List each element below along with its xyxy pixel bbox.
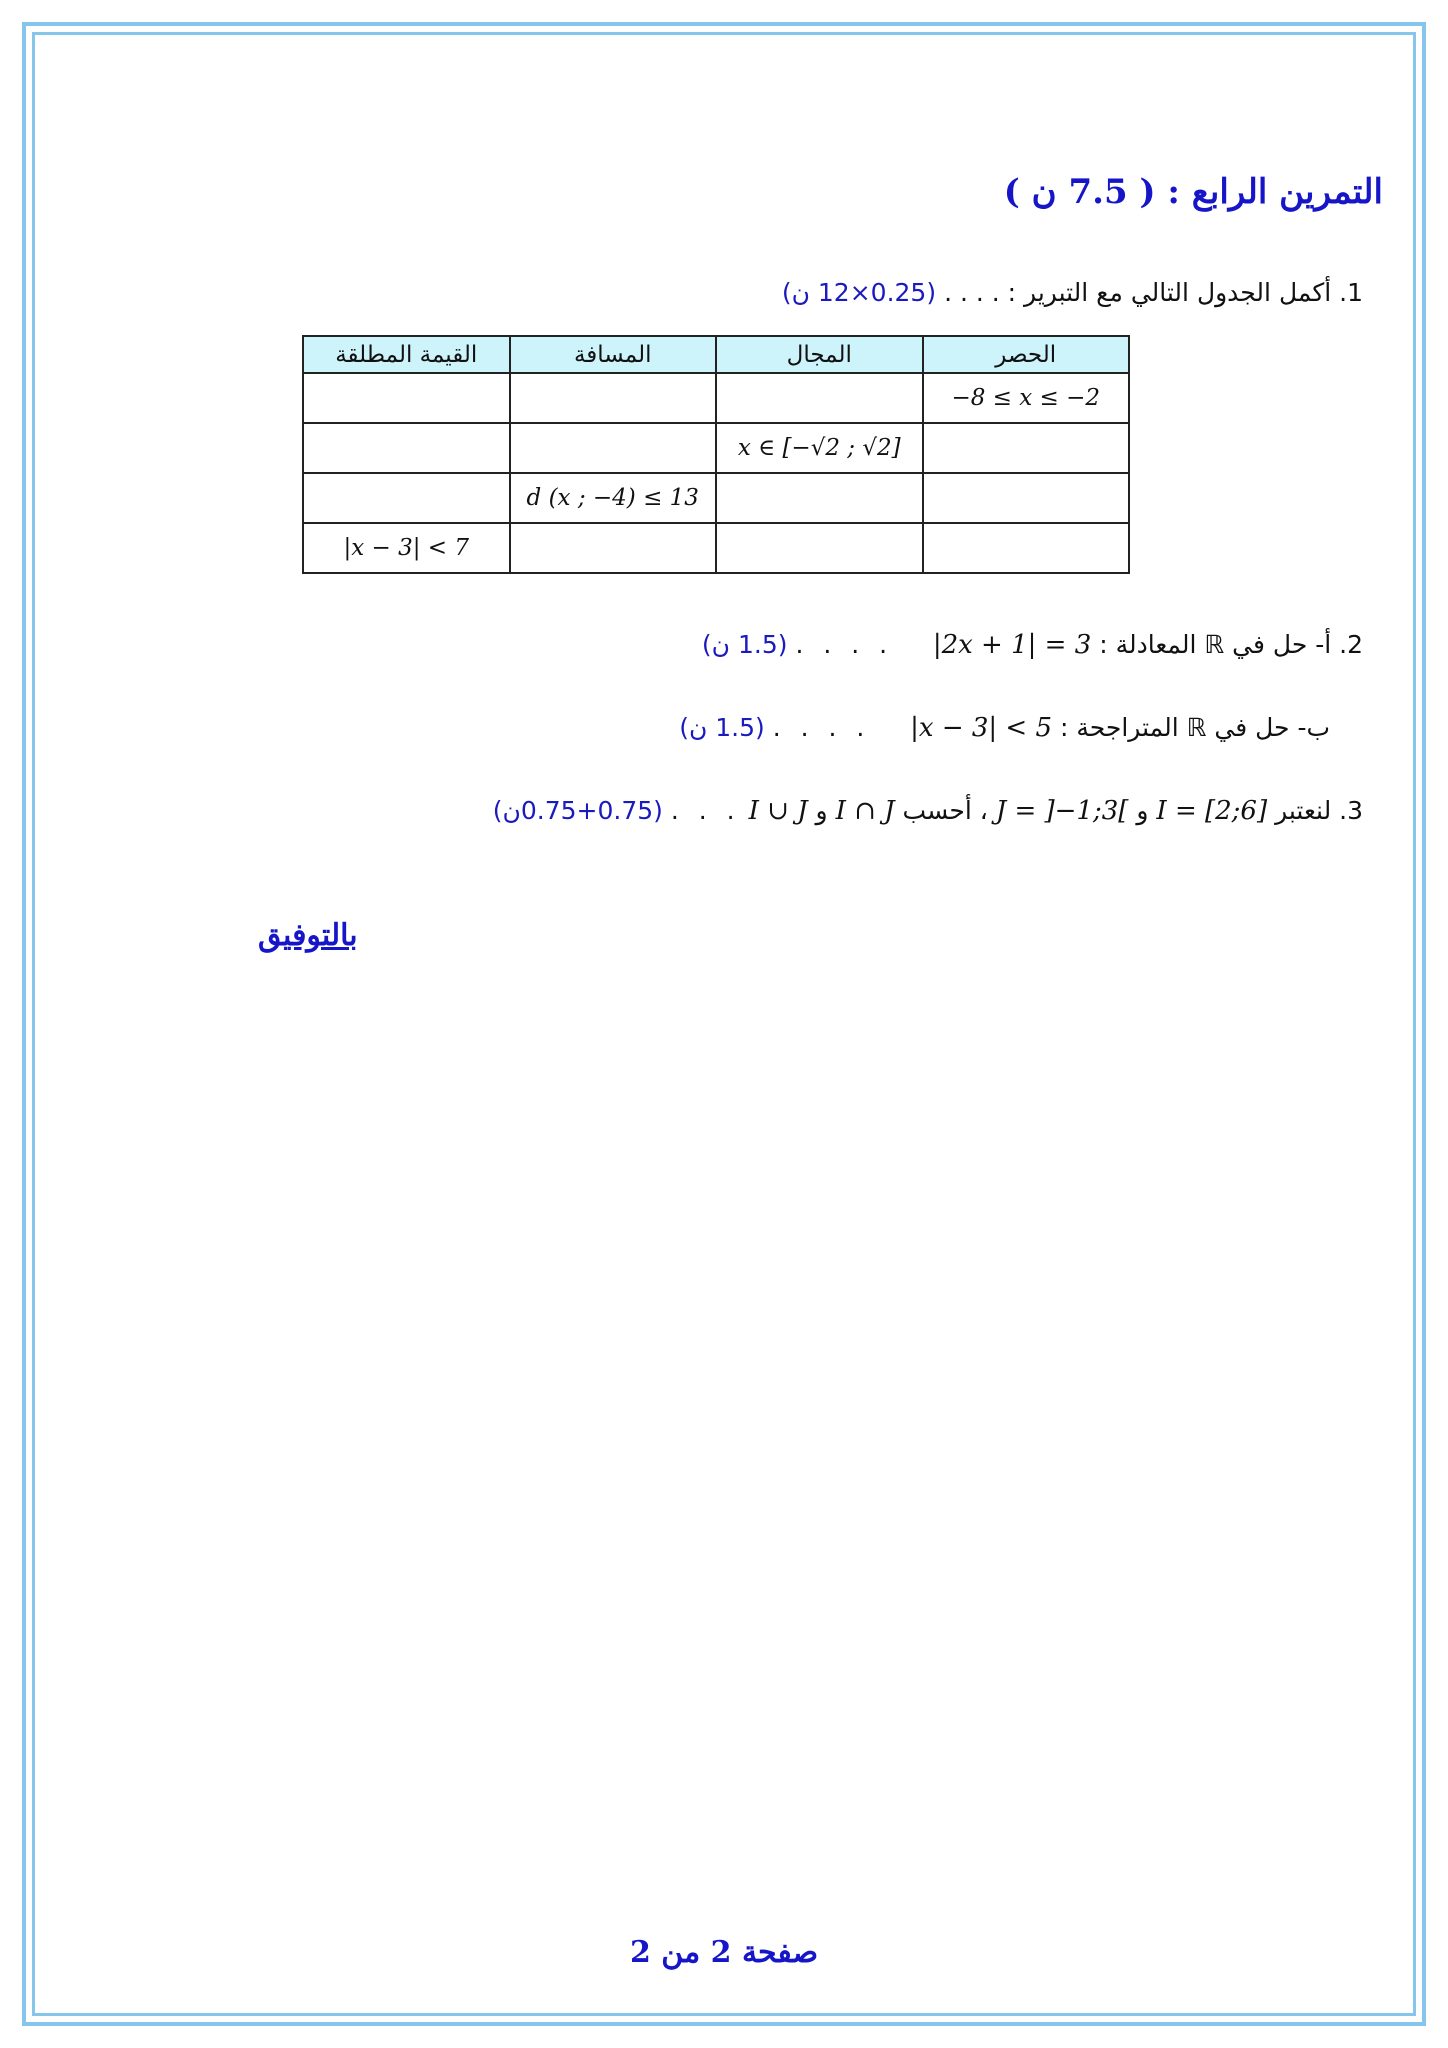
table-cell xyxy=(303,473,510,523)
question-2a xyxy=(702,630,1363,660)
question-1-number: 1. xyxy=(1339,278,1363,307)
question-2a-equation: |2x + 1| = 3 xyxy=(932,630,1092,660)
table-row xyxy=(303,373,1129,423)
question-2-number: 2. xyxy=(1339,630,1363,659)
table-row xyxy=(303,523,1129,573)
table-header: الحصر xyxy=(923,336,1130,373)
question-2a-points: (1.5 ن) xyxy=(701,630,788,659)
table-cell: x ∈ [−√2 ; √2] xyxy=(716,423,923,473)
table-cell xyxy=(510,423,717,473)
set-J: J = ]−1;3[ xyxy=(995,796,1129,826)
table-cell xyxy=(303,423,510,473)
question-2a-dots: . . . . xyxy=(795,630,894,659)
question-3-number: 3. xyxy=(1339,796,1363,825)
table-header: المجال xyxy=(716,336,923,373)
table-cell: −8 ≤ x ≤ −2 xyxy=(923,373,1130,423)
intersection: I ∩ J xyxy=(835,796,895,826)
table-row xyxy=(303,473,1129,523)
question-1 xyxy=(782,278,1363,307)
table-cell xyxy=(716,473,923,523)
question-3-compute: ، أحسب xyxy=(902,796,988,825)
exercise-table xyxy=(302,335,1130,574)
table-header: المسافة xyxy=(510,336,717,373)
page-footer: صفحة 2 من 2 xyxy=(629,1935,819,1970)
question-1-dots: . . . . xyxy=(944,278,1000,307)
question-2b-text: ب- حل في ℝ المتراجحة : xyxy=(1059,713,1330,742)
page-border-inner xyxy=(32,32,1416,2016)
question-2a-text: أ- حل في ℝ المعادلة : xyxy=(1099,630,1332,659)
table-cell xyxy=(716,373,923,423)
question-2b-points: (1.5 ن) xyxy=(679,713,765,742)
closing-wish: بالتوفيق xyxy=(258,918,358,953)
question-2b-inequality: |x − 3| < 5 xyxy=(910,713,1053,743)
table-cell xyxy=(716,523,923,573)
table-cell: d (x ; −4) ≤ 13 xyxy=(510,473,717,523)
set-I: I = [2;6] xyxy=(1156,796,1268,826)
question-2b xyxy=(679,713,1330,743)
table-row xyxy=(303,423,1129,473)
question-3-points: (0.75+0.75ن) xyxy=(492,796,663,825)
table-header: القيمة المطلقة xyxy=(303,336,510,373)
question-3-and-2: و xyxy=(815,796,828,825)
table-cell xyxy=(923,523,1130,573)
question-3-text: لنعتبر xyxy=(1275,796,1332,825)
question-1-points: (0.25×12 ن) xyxy=(781,278,937,307)
question-3-dots: . . . xyxy=(670,796,741,825)
question-3 xyxy=(493,796,1363,826)
table-cell: |x − 3| < 7 xyxy=(303,523,510,573)
question-3-and: و xyxy=(1136,796,1149,825)
table-cell xyxy=(303,373,510,423)
table-cell xyxy=(510,373,717,423)
exercise-title: التمرين الرابع : ( 7.5 ن ) xyxy=(1003,172,1383,212)
table-cell xyxy=(923,423,1130,473)
table-cell xyxy=(923,473,1130,523)
union: I ∪ J xyxy=(748,796,808,826)
question-2b-dots: . . . . xyxy=(772,713,871,742)
table-header-row xyxy=(303,336,1129,373)
question-1-text: أكمل الجدول التالي مع التبرير : xyxy=(1007,278,1332,307)
table-cell xyxy=(510,523,717,573)
